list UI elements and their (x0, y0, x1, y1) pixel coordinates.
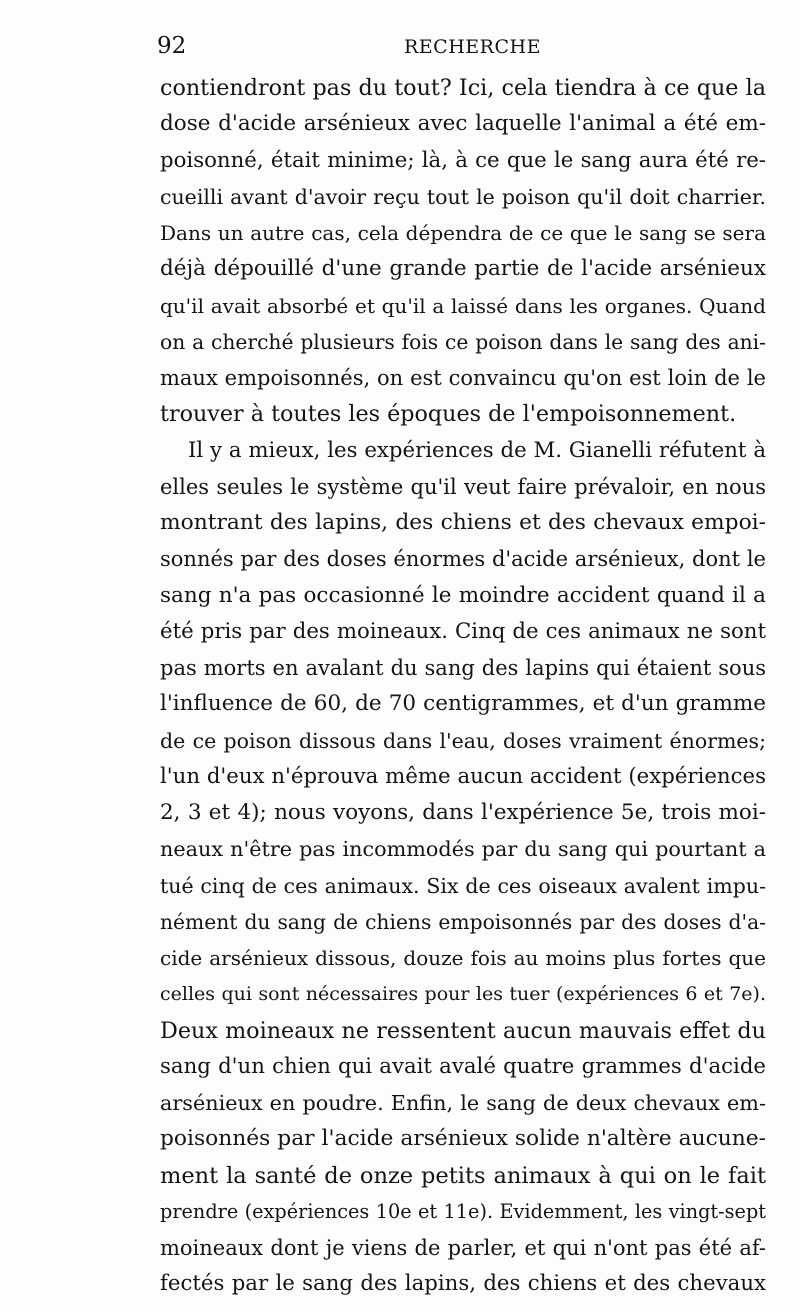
text-line: 2, 3 et 4); nous voyons, dans l'expérience 5e, trois moi- (160, 800, 766, 825)
text-line: nément du sang de chiens empoisonnés par des doses d'a- (160, 909, 766, 934)
text-line: poisonné, était minime; là, à ce que le sang aura été re- (160, 147, 766, 173)
text-line: dose d'acide arsénieux avec laquelle l'animal a été em- (160, 111, 766, 137)
text-line: tué cinq de ces animaux. Six de ces oiseaux avalent impu- (160, 873, 766, 898)
text-line: ment la santé de onze petits animaux à qui on le fait (160, 1162, 766, 1189)
text-line: l'un d'eux n'éprouva même aucun accident (expériences (160, 763, 766, 789)
text-line: sonnés par des doses énormes d'acide arsénieux, dont le (160, 547, 766, 572)
text-line: contiendront pas du tout? Ici, cela tiendra à ce que la (160, 75, 766, 101)
text-line: maux empoisonnés, on est convaincu qu'on est loin de le (160, 366, 766, 390)
text-line: arsénieux en poudre. Enfin, le sang de deux chevaux em- (160, 1091, 766, 1115)
text-line: qu'il avait absorbé et qu'il a laissé dans les organes. Quand (160, 293, 766, 318)
text-line: été pris par des moineaux. Cinq de ces animaux ne sont (160, 618, 766, 644)
text-line: pas morts en avalant du sang des lapins qui étaient sous (160, 656, 766, 680)
text-line: prendre (expériences 10e et 11e). Evidemment, les vingt-sept (160, 1199, 766, 1223)
body-text (160, 70, 766, 1303)
running-head: RECHERCHE (404, 36, 541, 58)
text-line: sang d'un chien qui avait avalé quatre grammes d'acide (160, 1053, 766, 1079)
text-line: l'influence de 60, de 70 centigrammes, et d'un gramme (160, 691, 766, 717)
paragraph-first-line: Il y a mieux, les expériences de M. Gianelli réfutent à (188, 437, 766, 463)
text-line: fectés par le sang des lapins, des chiens et des chevaux (160, 1271, 766, 1297)
text-line: Deux moineaux ne ressentent aucun mauvais effet du (160, 1017, 766, 1044)
text-line: poisonnés par l'acide arsénieux solide n'altère aucune- (160, 1126, 766, 1152)
text-line: déjà dépouillé d'une grande partie de l'acide arsénieux (160, 256, 766, 282)
text-line: de ce poison dissous dans l'eau, doses vraiment énormes; (160, 728, 766, 753)
text-line: elles seules le système qu'il veut faire prévaloir, en nous (160, 474, 766, 499)
text-line: trouver à toutes les époques de l'empoisonnement. (160, 401, 737, 428)
text-line: neaux n'être pas incommodés par du sang qui pourtant a (160, 837, 766, 862)
text-line: Dans un autre cas, cela dépendra de ce que le sang se sera (160, 221, 766, 245)
text-line: on a cherché plusieurs fois ce poison dans le sang des ani- (160, 329, 766, 354)
text-line: celles qui sont nécessaires pour les tuer (expériences 6 et 7e). (160, 983, 766, 1006)
text-line: cueilli avant d'avoir reçu tout le poison qu'il doit charrier. (160, 184, 766, 209)
text-line: sang n'a pas occasionné le moindre accident quand il a (160, 582, 766, 608)
page-header (0, 30, 800, 64)
text-line: montrant des lapins, des chiens et des chevaux empoi- (160, 510, 766, 535)
text-line: cide arsénieux dissous, douze fois au moins plus fortes que (160, 946, 766, 970)
page-number: 92 (157, 33, 187, 59)
text-line: moineaux dont je viens de parler, et qui n'ont pas été af- (160, 1236, 766, 1260)
